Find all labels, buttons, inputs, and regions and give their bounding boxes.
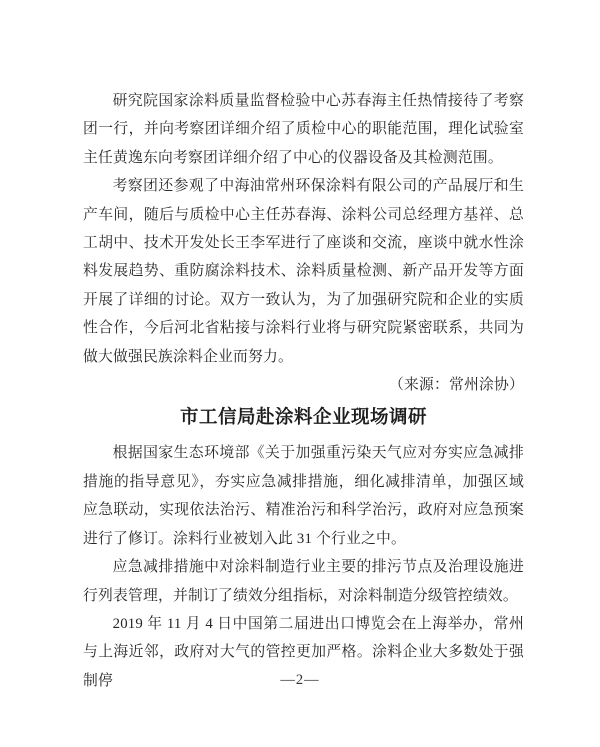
paragraph-emission-control: 应急减排措施中对涂料制造行业主要的排污节点及治理设施进行列表管理，并制订了绩效分组指标，对涂料制造分级管控绩效。 (83, 559, 524, 604)
paragraph-visit-reception: 研究院国家涂料质量监督检验中心苏春海主任热情接待了考察团一行，并向考察团详细介绍了质检中心的职能范围，理化试验室主任黄逸东向考察团详细介绍了中心的仪器设备及其检测范围。 (83, 93, 524, 166)
paragraph-expo-shutdown: 2019 年 11 月 4 日中国第二届进出口博览会在上海举办，常州与上海近邻，政府对大气的管控更加严格。涂料企业大多数处于强制停 (83, 615, 524, 689)
paragraph-policy-guidance: 根据国家生态环境部《关于加强重污染天气应对夯实应急减排措施的指导意见》，夯实应急减排措施，细化减排清单，加强区域应急联动，实现依法治污、精准治污和科学治污，政府对应急预案进行了修订。涂料行业被划入此 31 个行业之中。 (83, 445, 524, 547)
document-body (83, 87, 524, 695)
paragraph-visit-discussion: 考察团还参观了中海油常州环保涂料有限公司的产品展厅和生产车间，随后与质检中心主任苏春海、涂料公司总经理方基祥、总工胡中、技术开发处长王李军进行了座谈和交流，座谈中就水性涂料发展趋势、重防腐涂料技术、涂料质量检测、新产品开发等方面开展了详细的讨论。双方一致认为，为了加强研究院和企业的实质性合作，今后河北省粘接与涂料行业将与研究院紧密联系，共同为做大做强民族涂料企业而努力。 (83, 178, 524, 365)
article-title: 市工信局赴涂料企业现场调研 (179, 408, 427, 429)
page-number: —2— (280, 672, 320, 688)
source-attribution: （来源：常州涂协） (389, 377, 524, 394)
